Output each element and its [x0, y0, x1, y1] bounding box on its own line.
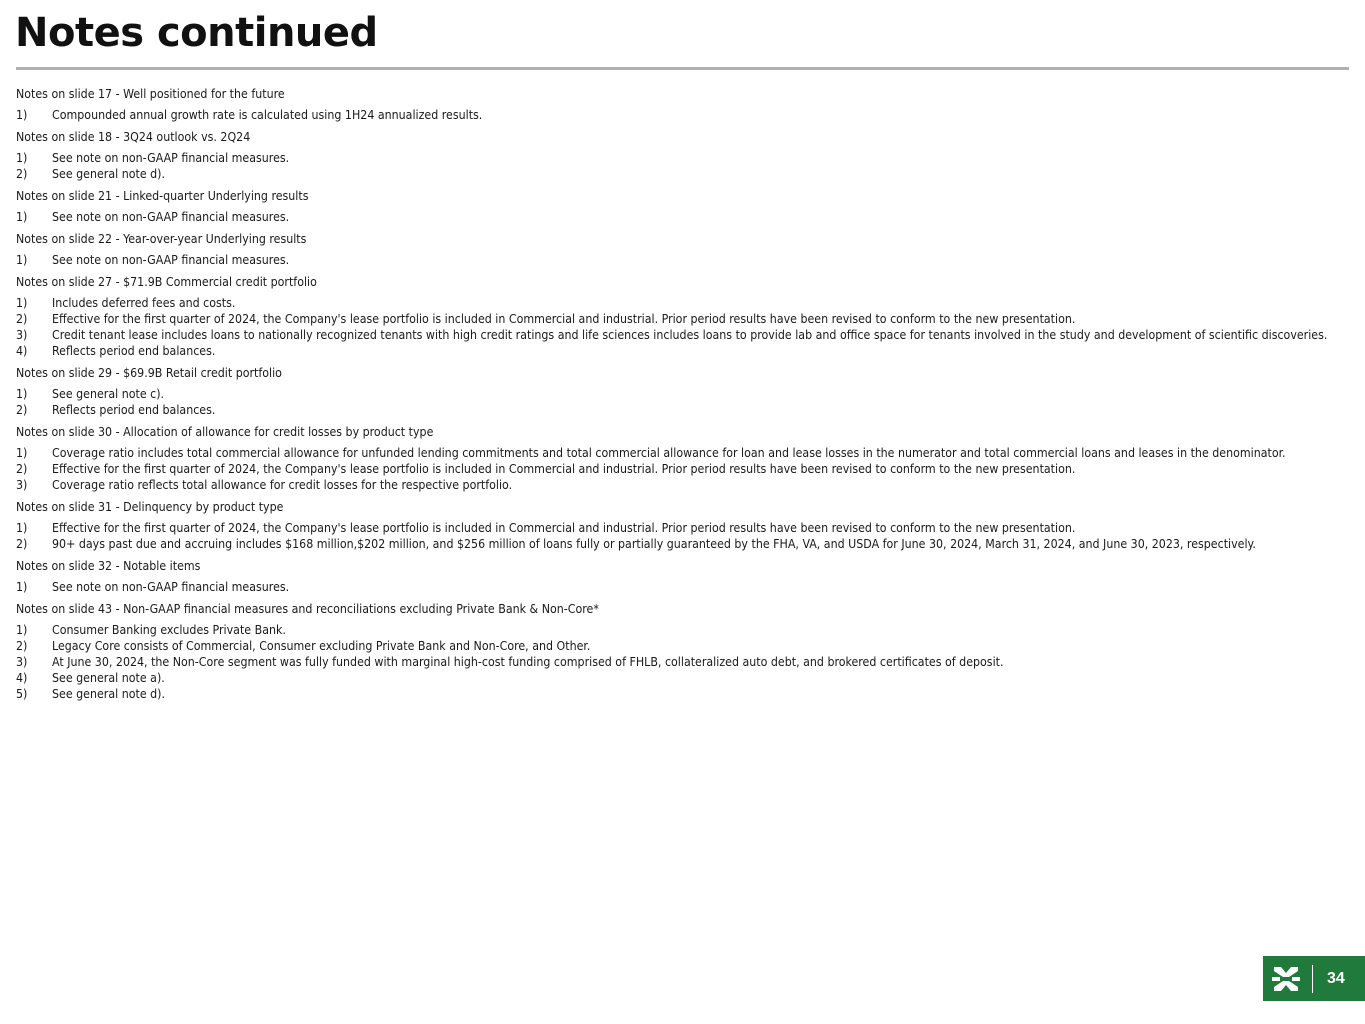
note-number: 2) [16, 312, 28, 326]
note-number: 1) [16, 151, 28, 165]
note-number: 1) [16, 580, 28, 594]
note-number: 2) [16, 403, 28, 417]
note-text: Reflects period end balances. [52, 403, 216, 417]
note-number: 1) [16, 446, 28, 460]
note-number: 4) [16, 344, 28, 358]
note-number: 1) [16, 108, 28, 122]
section-heading: Notes on slide 17 - Well positioned for the future [16, 87, 285, 101]
section-heading: Notes on slide 29 - $69.9B Retail credit portfolio [16, 366, 282, 380]
notes-section [16, 86, 1356, 123]
notes-section [16, 129, 1356, 182]
note-item [16, 311, 1356, 327]
note-item [16, 477, 1356, 493]
badge-divider [1312, 965, 1313, 993]
note-item [16, 343, 1356, 359]
note-text: Coverage ratio reflects total allowance for credit losses for the respective portfolio. [52, 478, 513, 492]
note-number: 1) [16, 253, 28, 267]
note-text: See note on non-GAAP financial measures. [52, 580, 290, 594]
note-item [16, 107, 1356, 123]
note-number: 1) [16, 210, 28, 224]
note-item [16, 670, 1356, 686]
citizens-logo-icon [1271, 964, 1301, 994]
page-title: Notes continued [15, 10, 378, 56]
note-text: Consumer Banking excludes Private Bank. [52, 623, 286, 637]
notes-section [16, 424, 1356, 493]
note-text: Effective for the first quarter of 2024, the Company's lease portfolio is included in Commercial and industrial. Prior period results have been revised to conform to the new presentation. [52, 521, 1076, 535]
note-number: 5) [16, 687, 28, 701]
note-text: Compounded annual growth rate is calculated using 1H24 annualized results. [52, 108, 483, 122]
note-text: See note on non-GAAP financial measures. [52, 151, 290, 165]
notes-section [16, 499, 1356, 552]
note-item [16, 386, 1356, 402]
note-text: Effective for the first quarter of 2024, the Company's lease portfolio is included in Commercial and industrial. Prior period results have been revised to conform to the new presentation. [52, 462, 1076, 476]
note-text: See general note d). [52, 167, 166, 181]
notes-section [16, 601, 1356, 702]
note-item [16, 686, 1356, 702]
notes-section [16, 365, 1356, 418]
note-item [16, 150, 1356, 166]
note-item [16, 209, 1356, 225]
note-item [16, 252, 1356, 268]
note-item [16, 622, 1356, 638]
note-item [16, 536, 1356, 552]
notes-section [16, 274, 1356, 359]
section-heading: Notes on slide 30 - Allocation of allowance for credit losses by product type [16, 425, 434, 439]
note-text: See note on non-GAAP financial measures. [52, 210, 290, 224]
note-text: Effective for the first quarter of 2024, the Company's lease portfolio is included in Commercial and industrial. Prior period results have been revised to conform to the new presentation. [52, 312, 1076, 326]
note-item [16, 327, 1356, 343]
note-item [16, 445, 1356, 461]
note-item [16, 295, 1356, 311]
note-number: 1) [16, 623, 28, 637]
note-item [16, 579, 1356, 595]
note-number: 1) [16, 296, 28, 310]
notes-section [16, 231, 1356, 268]
section-heading: Notes on slide 18 - 3Q24 outlook vs. 2Q24 [16, 130, 251, 144]
note-text: Legacy Core consists of Commercial, Consumer excluding Private Bank and Non-Core, and Other. [52, 639, 591, 653]
page-number: 34 [1327, 969, 1345, 987]
note-text: Coverage ratio includes total commercial allowance for unfunded lending commitments and total commercial allowance for loan and lease losses in the numerator and total commercial loans and leases in the denominator. [52, 446, 1286, 460]
notes-section [16, 558, 1356, 595]
section-heading: Notes on slide 43 - Non-GAAP financial measures and reconciliations excluding Private Bank & Non-Core* [16, 602, 599, 616]
note-text: Includes deferred fees and costs. [52, 296, 236, 310]
section-heading: Notes on slide 31 - Delinquency by product type [16, 500, 284, 514]
section-heading: Notes on slide 22 - Year-over-year Underlying results [16, 232, 307, 246]
note-item [16, 520, 1356, 536]
notes-section [16, 188, 1356, 225]
note-text: See general note c). [52, 387, 165, 401]
note-item [16, 461, 1356, 477]
note-number: 2) [16, 537, 28, 551]
notes-list [16, 86, 1356, 708]
note-text: Reflects period end balances. [52, 344, 216, 358]
note-item [16, 402, 1356, 418]
note-number: 2) [16, 462, 28, 476]
note-number: 2) [16, 167, 28, 181]
note-item [16, 654, 1356, 670]
note-number: 1) [16, 521, 28, 535]
note-text: See note on non-GAAP financial measures. [52, 253, 290, 267]
note-number: 3) [16, 655, 28, 669]
section-heading: Notes on slide 32 - Notable items [16, 559, 201, 573]
note-text: 90+ days past due and accruing includes $168 million,$202 million, and $256 million of loans fully or partially guaranteed by the FHA, VA, and USDA for June 30, 2024, March 31, 2024, and June 30, 2023, respectively. [52, 537, 1256, 551]
note-number: 3) [16, 328, 28, 342]
note-text: At June 30, 2024, the Non-Core segment was fully funded with marginal high-cost funding comprised of FHLB, collateralized auto debt, and brokered certificates of deposit. [52, 655, 1004, 669]
section-heading: Notes on slide 27 - $71.9B Commercial credit portfolio [16, 275, 317, 289]
brand-badge [1263, 956, 1365, 1001]
note-number: 4) [16, 671, 28, 685]
note-number: 2) [16, 639, 28, 653]
note-item [16, 166, 1356, 182]
note-text: Credit tenant lease includes loans to nationally recognized tenants with high credit ratings and life sciences includes loans to provide lab and office space for tenants involved in the study and development of scientific discoveries. [52, 328, 1328, 342]
note-text: See general note d). [52, 687, 166, 701]
note-number: 3) [16, 478, 28, 492]
section-heading: Notes on slide 21 - Linked-quarter Underlying results [16, 189, 309, 203]
note-number: 1) [16, 387, 28, 401]
note-text: See general note a). [52, 671, 165, 685]
note-item [16, 638, 1356, 654]
title-divider [16, 67, 1349, 70]
